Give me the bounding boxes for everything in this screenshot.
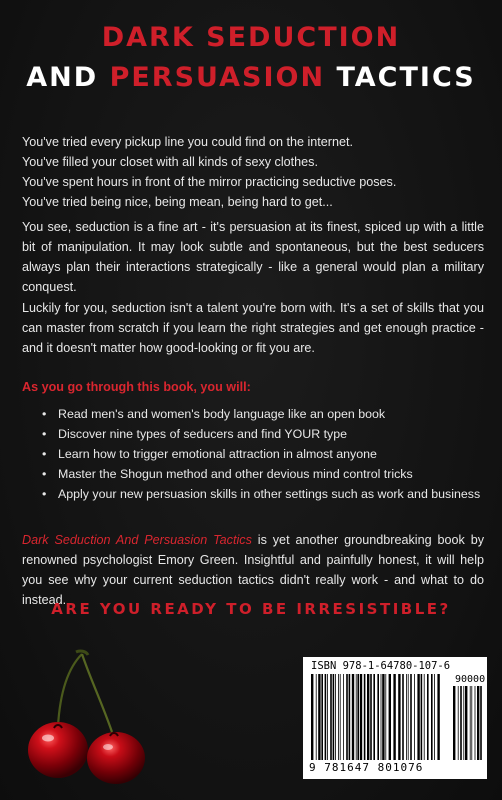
barcode-bar	[327, 674, 328, 760]
barcode-bar	[352, 674, 354, 760]
barcode-bar	[465, 686, 467, 760]
barcode-bar	[360, 674, 362, 760]
barcode-bar	[346, 674, 348, 760]
addon-barcode-bars	[453, 686, 483, 760]
closing-text: is yet another groundbreaking book by renowned psychologist Emory Green. Insightful and painfully honest, it will help you see why your current seduction tactics didn't really work - and what to do instead.	[22, 533, 484, 607]
intro-line: You've tried every pickup line you could find on the internet.	[22, 135, 353, 149]
barcode-bar	[421, 674, 423, 760]
barcode-bar	[410, 674, 412, 760]
barcode-bar	[398, 674, 400, 760]
barcode-bar	[480, 686, 482, 760]
intro-line: You've spent hours in front of the mirror practicing seductive poses.	[22, 175, 397, 189]
barcode-bar	[356, 674, 357, 760]
barcode-bar	[382, 674, 384, 760]
barcode-bar	[434, 674, 435, 760]
barcode-bar	[367, 674, 369, 760]
barcode-bar	[393, 674, 395, 760]
barcode-bar	[431, 674, 433, 760]
title-and: AND	[26, 62, 110, 93]
barcode-bar	[475, 686, 476, 760]
seduction-art-paragraph: You see, seduction is a fine art - it's persuasion at its finest, spiced up with a little bit of manipulation. It may look subtle and spontaneous, but the best seducers always plan their interactions strategically - like a general would plan a military conquest.	[22, 220, 484, 294]
barcode-bar	[325, 674, 327, 760]
barcode-bar	[460, 686, 462, 760]
title-persuasion: PERSUASION	[109, 62, 326, 93]
intro-line: You've tried being nice, being mean, being hard to get...	[22, 195, 333, 209]
list-item: • Apply your new persuasion skills in other settings such as work and business	[42, 484, 482, 504]
barcode-bar	[381, 674, 382, 760]
list-item: • Master the Shogun method and other devious mind control tricks	[42, 464, 482, 484]
cherries-image	[20, 648, 180, 788]
barcode-bar	[437, 674, 439, 760]
barcode-bar	[427, 674, 429, 760]
barcode-bar	[370, 674, 372, 760]
closing-paragraph	[22, 530, 484, 610]
barcode-bar	[406, 674, 407, 760]
barcode-bar	[311, 674, 313, 760]
barcode-bar	[357, 674, 359, 760]
barcode-bar	[385, 674, 386, 760]
list-item: • Discover nine types of seducers and find YOUR type	[42, 424, 482, 444]
barcode-bar	[414, 674, 415, 760]
benefits-list	[42, 404, 482, 504]
intro-line: You've filled your closet with all kinds of sexy clothes.	[22, 155, 318, 169]
isbn-label: ISBN 978-1-64780-107-6	[311, 660, 451, 672]
barcode-bar	[335, 674, 336, 760]
barcode-bar	[321, 674, 323, 760]
barcode-bar	[364, 674, 366, 760]
barcode-bar	[471, 686, 472, 760]
barcode-bar	[389, 674, 391, 760]
ean-digits: 9 781647 801076	[309, 761, 424, 774]
list-item: • Read men's and women's body language like an open book	[42, 404, 482, 424]
barcode-bar	[463, 686, 464, 760]
barcode-bar	[333, 674, 335, 760]
title-line-2	[0, 62, 502, 93]
list-item: • Learn how to trigger emotional attraction in almost anyone	[42, 444, 482, 464]
isbn-barcode	[303, 657, 487, 779]
barcode-bar	[338, 674, 339, 760]
barcode-bar	[424, 674, 425, 760]
barcode-bar	[318, 674, 320, 760]
skills-paragraph: Luckily for you, seduction isn't a talent you're born with. It's a set of skills that you can master from scratch if you learn the right strategies and get enough practice - and it doesn't matter how good-looking or fit you are.	[22, 301, 484, 355]
barcode-bar	[470, 686, 471, 760]
barcode-bar	[408, 674, 409, 760]
barcode-bar	[453, 686, 455, 760]
barcode-bar	[477, 686, 479, 760]
barcode-bar	[316, 674, 317, 760]
barcode-bar	[340, 674, 341, 760]
barcode-bar	[402, 674, 404, 760]
barcode-bar	[417, 674, 419, 760]
call-to-action: ARE YOU READY TO BE IRRESISTIBLE?	[51, 600, 451, 618]
barcode-bar	[349, 674, 351, 760]
barcode-bars	[311, 674, 443, 760]
barcode-bar	[343, 674, 344, 760]
intro-paragraph	[22, 132, 484, 212]
title-line-1: DARK SEDUCTION	[101, 22, 401, 53]
book-title-inline: Dark Seduction And Persuasion Tactics	[22, 533, 252, 547]
barcode-bar	[330, 674, 332, 760]
barcode-bar	[377, 674, 379, 760]
barcode-bar	[373, 674, 375, 760]
barcode-bar	[458, 686, 459, 760]
you-will-heading: As you go through this book, you will:	[22, 380, 251, 394]
price-code: 90000	[455, 674, 486, 685]
title-tactics: TACTICS	[325, 62, 476, 93]
